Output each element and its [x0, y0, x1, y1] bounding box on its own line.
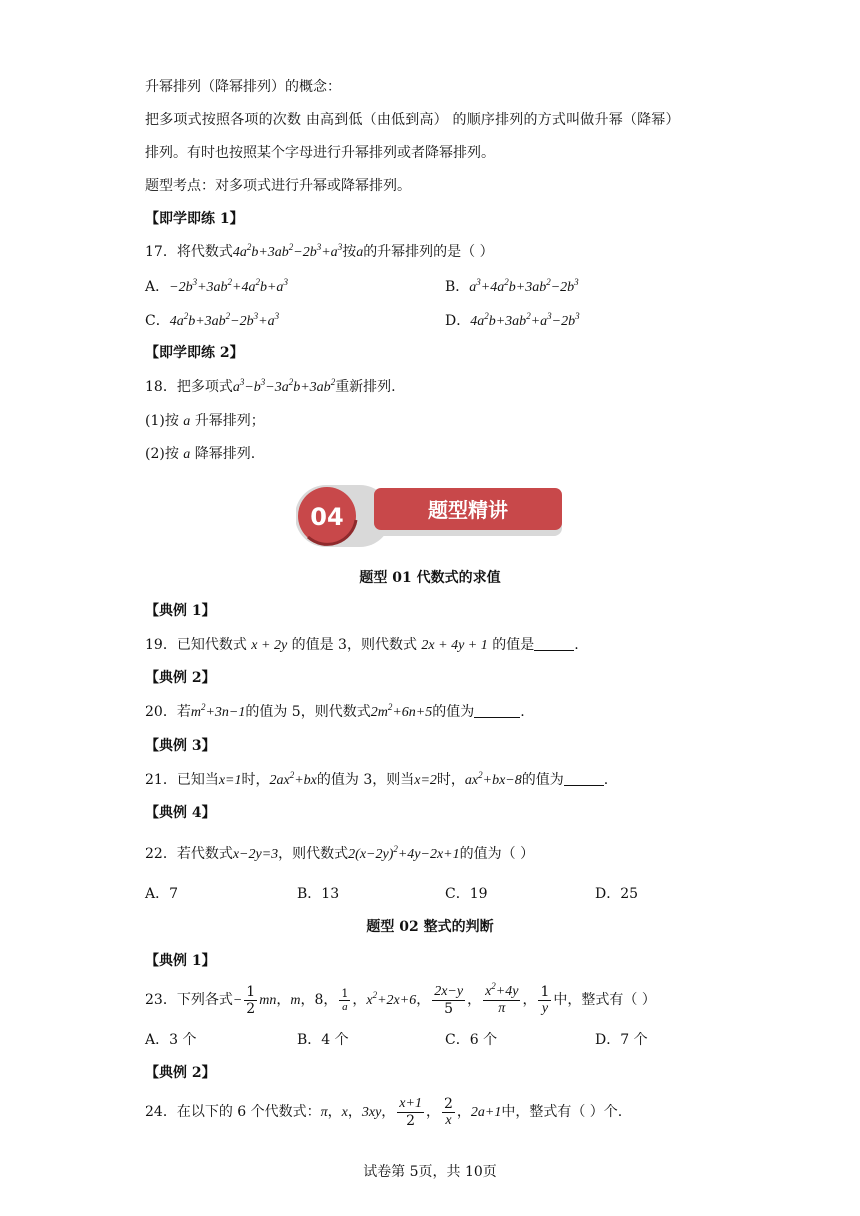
question-20: 20．若$m^2+3n-1$的值为 5，则代数式$2m^2+6n+5$的值为 .	[145, 702, 525, 720]
q23-option-a[interactable]: A．3 个	[145, 1032, 197, 1048]
question-21: 21．已知当x=1时，$2ax^2+bx$的值为 3，则当x=2时，$ax^2+bx-8$的值为 .	[145, 770, 609, 788]
type02-example-1-header: 【典例 1】	[145, 953, 216, 969]
page-footer: 试卷第 5页，共 10页	[363, 1164, 497, 1180]
practice2-header: 【即学即练 2】	[145, 345, 244, 361]
question-23: 23．下列各式− $\frac{1}{2}$ mn，m，8， $\frac{1}{a}$ ，$x^2+2x+6$， $\frac{2x-y}{5}$ ， $\frac{x^2+4y}{\pi}$ ， $\frac{1}{y}$ 中，整式有（ ）	[145, 980, 656, 1017]
intro-line-4: 题型考点：对多项式进行升幂或降幂排列。	[145, 178, 411, 194]
question-19: 19．已知代数式 x + 2y 的值是 3，则代数式 2x + 4y + 1 的值是 .	[145, 637, 579, 653]
example-2-header: 【典例 2】	[145, 670, 216, 686]
intro-line-1: 升幂排列（降幂排列）的概念：	[145, 79, 341, 95]
q22-option-c[interactable]: C．19	[445, 886, 488, 902]
type02-title: 题型 02 整式的判断	[366, 919, 494, 935]
intro-line-2: 把多项式按照各项的次数 由高到低（由低到高） 的顺序排列的方式叫做升幂（降幂）	[145, 112, 680, 128]
banner-title: 题型精讲	[428, 498, 508, 522]
intro-line-3: 排列。有时也按照某个字母进行升幂排列或者降幂排列。	[145, 145, 495, 161]
q17-option-d[interactable]: D．$4a^2b+3ab^2+a^3-2b^3$	[445, 311, 580, 329]
example-3-header: 【典例 3】	[145, 738, 216, 754]
q22-option-b[interactable]: B．13	[297, 886, 340, 902]
q23-option-d[interactable]: D．7 个	[595, 1032, 648, 1048]
q22-option-d[interactable]: D．25	[595, 886, 639, 902]
practice1-header: 【即学即练 1】	[145, 211, 244, 227]
q23-option-c[interactable]: C．6 个	[445, 1032, 498, 1048]
q18-part-2: (2)按 a 降幂排列.	[145, 446, 256, 462]
example-1-header: 【典例 1】	[145, 603, 216, 619]
banner-number: 04	[310, 503, 344, 531]
section-banner	[296, 483, 568, 549]
q17-option-c[interactable]: C．$4a^2b+3ab^2-2b^3+a^3$	[145, 311, 280, 329]
q17-option-b[interactable]: B．$a^3+4a^2b+3ab^2-2b^3$	[445, 277, 579, 295]
question-17: 17．将代数式$4a^2b+3ab^2-2b^3+a^3$按a的升幂排列的是（ ）	[145, 242, 494, 260]
type01-title: 题型 01 代数式的求值	[359, 570, 501, 586]
q22-option-a[interactable]: A．7	[145, 886, 179, 902]
type02-example-2-header: 【典例 2】	[145, 1065, 216, 1081]
q18-part-1: (1)按 a 升幂排列；	[145, 413, 265, 429]
q23-option-b[interactable]: B．4 个	[297, 1032, 349, 1048]
question-18: 18．把多项式$a^3-b^3-3a^2b+3ab^2$重新排列.	[145, 377, 396, 395]
question-24: 24．在以下的 6 个代数式：π，x，3xy， $\frac{x+1}{2}$ ， $\frac{2}{x}$ ，2a+1中，整式有（ ）个.	[145, 1095, 623, 1129]
q17-option-a[interactable]: A．$-2b^3+3ab^2+4a^2b+a^3$	[145, 277, 288, 295]
example-4-header: 【典例 4】	[145, 805, 216, 821]
question-22: 22．若代数式x−2y=3，则代数式$2(x-2y)^2+4y-2x+1$的值为（ ）	[145, 844, 535, 862]
